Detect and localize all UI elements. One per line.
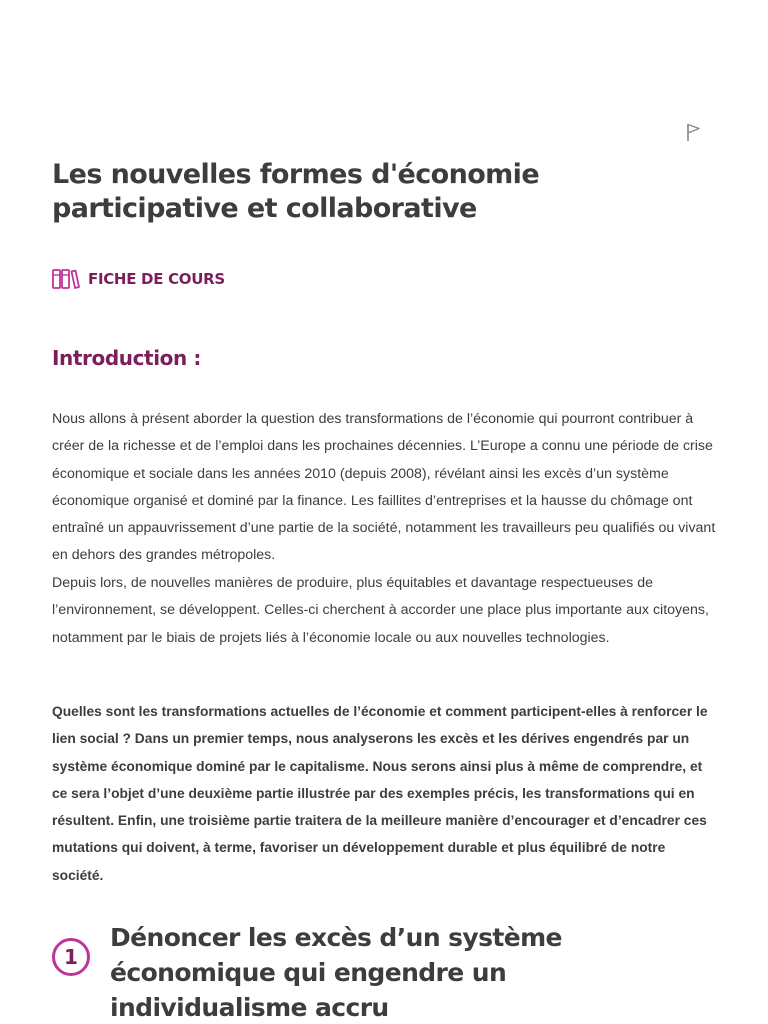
section-number-badge: 1 (52, 938, 90, 976)
introduction-heading: Introduction : (52, 346, 202, 370)
course-type-badge (52, 268, 225, 290)
flag-icon[interactable] (684, 122, 704, 142)
books-icon (52, 268, 80, 290)
section-title: Dénoncer les excès d’un système économique qui engendre un individualisme accru (110, 923, 562, 1022)
intro-paragraph: Nous allons à présent aborder la question des transformations de l’économie qui pourront contribuer à créer de la richesse et de l’emploi dans les prochaines décennies. L’Europe a connu une période de crise économique et sociale dans les années 2010 (depuis 2008), révélant ainsi les excès d’un système économique organisé et dominé par la finance. Les faillites d’entreprises et la hausse du chômage ont entraîné un appauvrissement d’une partie de la société, notamment les travailleurs peu qualifiés ou vivant en dehors des grandes métropoles. (52, 411, 716, 564)
page-title: Les nouvelles formes d'économie participative et collaborative (52, 159, 540, 224)
problem-statement: Quelles sont les transformations actuelles de l’économie et comment participent-elles à renforcer le lien social ? Dans un premier temps, nous analyserons les excès et les dérives engendrés par un système économique dominé par le capitalisme. Nous serons ainsi plus à même de comprendre, et ce sera l’objet d’une deuxième partie illustrée par des exemples précis, les transformations qui en résultent. Enfin, une troisième partie traitera de la meilleure manière d’encourager et d’encadrer ces mutations qui doivent, à terme, favoriser un développement durable et plus équilibré de notre société. (52, 704, 708, 883)
course-type-label: FICHE DE COURS (88, 270, 225, 288)
intro-paragraph: Depuis lors, de nouvelles manières de produire, plus équitables et davantage respectueuses de l’environnement, se développent. Celles-ci cherchent à accorder une place plus importante aux citoyens, notamment par le biais de projets liés à l’économie locale ou aux nouvelles technologies. (52, 575, 709, 646)
section-heading (52, 920, 710, 1024)
